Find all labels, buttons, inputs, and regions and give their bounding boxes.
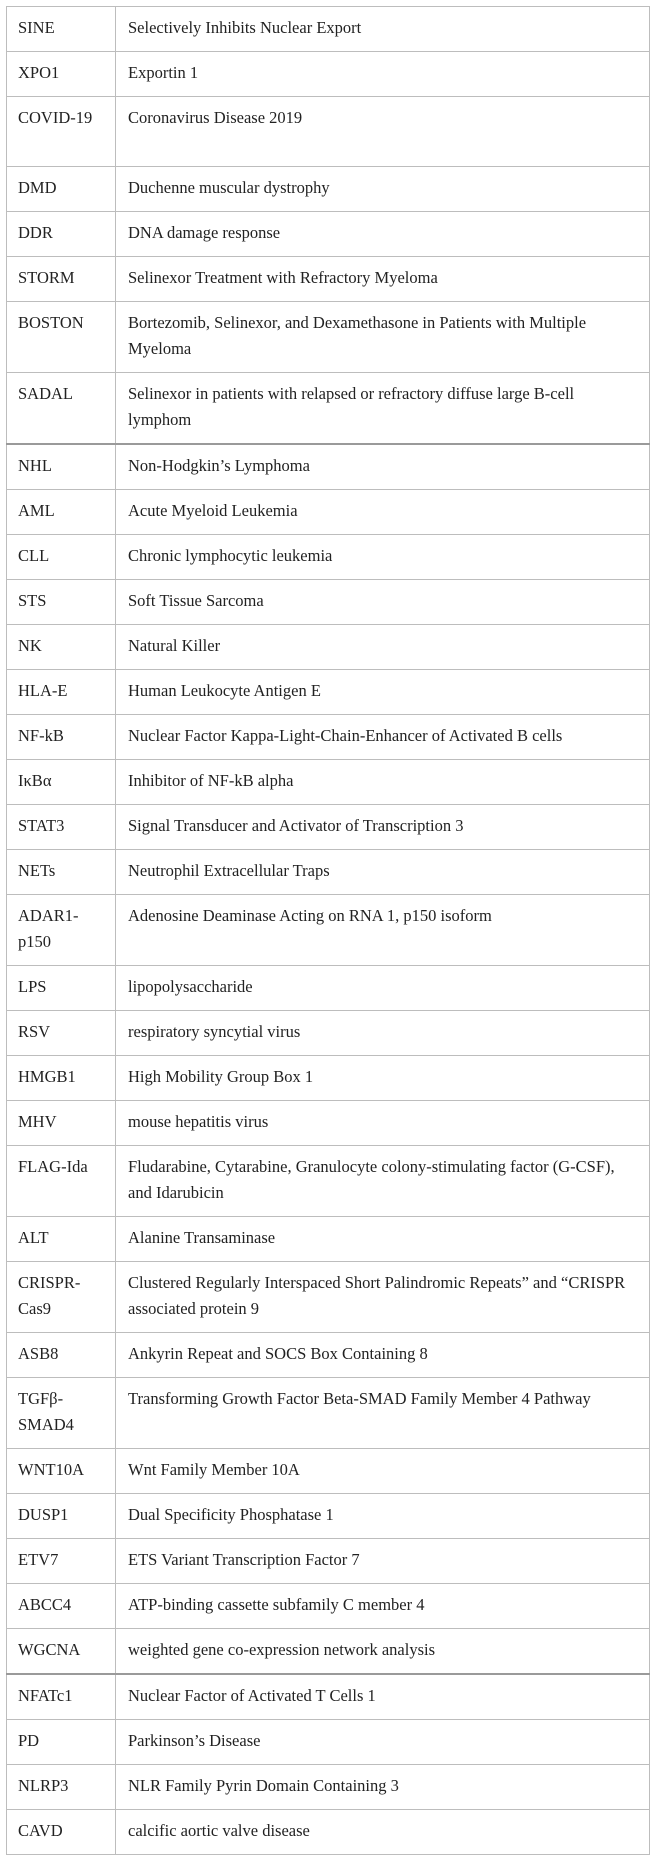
abbreviation-cell: WNT10A	[7, 1449, 116, 1494]
table-row	[7, 52, 650, 97]
table-row	[7, 670, 650, 715]
table-row	[7, 535, 650, 580]
table-row	[7, 1011, 650, 1056]
table-row	[7, 1720, 650, 1765]
abbreviations-table-body	[7, 7, 650, 1855]
abbreviation-cell: BOSTON	[7, 302, 116, 373]
definition-cell: Parkinson’s Disease	[116, 1720, 650, 1765]
table-row	[7, 1494, 650, 1539]
definition-cell: Selectively Inhibits Nuclear Export	[116, 7, 650, 52]
abbreviations-table	[6, 6, 650, 1855]
table-row	[7, 302, 650, 373]
table-row	[7, 1056, 650, 1101]
abbreviation-cell: NK	[7, 625, 116, 670]
table-row	[7, 1810, 650, 1855]
table-row	[7, 1262, 650, 1333]
table-row	[7, 1539, 650, 1584]
abbreviation-cell: TGFβ-SMAD4	[7, 1378, 116, 1449]
abbreviation-cell: STORM	[7, 257, 116, 302]
definition-cell: Transforming Growth Factor Beta-SMAD Family Member 4 Pathway	[116, 1378, 650, 1449]
definition-cell: Ankyrin Repeat and SOCS Box Containing 8	[116, 1333, 650, 1378]
table-row	[7, 1217, 650, 1262]
definition-cell: NLR Family Pyrin Domain Containing 3	[116, 1765, 650, 1810]
abbreviation-cell: COVID-19	[7, 97, 116, 167]
definition-cell: High Mobility Group Box 1	[116, 1056, 650, 1101]
definition-cell: weighted gene co-expression network analysis	[116, 1629, 650, 1675]
abbreviation-cell: CLL	[7, 535, 116, 580]
definition-cell: Exportin 1	[116, 52, 650, 97]
abbreviation-cell: NF-kB	[7, 715, 116, 760]
definition-cell: Clustered Regularly Interspaced Short Palindromic Repeats” and “CRISPR associated protein 9	[116, 1262, 650, 1333]
abbreviation-cell: ASB8	[7, 1333, 116, 1378]
definition-cell: mouse hepatitis virus	[116, 1101, 650, 1146]
table-row	[7, 715, 650, 760]
table-row	[7, 373, 650, 445]
abbreviation-cell: ETV7	[7, 1539, 116, 1584]
table-row	[7, 257, 650, 302]
definition-cell: Soft Tissue Sarcoma	[116, 580, 650, 625]
definition-cell: ATP-binding cassette subfamily C member 4	[116, 1584, 650, 1629]
abbreviation-cell: FLAG-Ida	[7, 1146, 116, 1217]
table-row	[7, 850, 650, 895]
abbreviation-cell: NHL	[7, 444, 116, 490]
abbreviation-cell: DDR	[7, 212, 116, 257]
table-row	[7, 966, 650, 1011]
table-row	[7, 1378, 650, 1449]
definition-cell: Adenosine Deaminase Acting on RNA 1, p150 isoform	[116, 895, 650, 966]
definition-cell: Chronic lymphocytic leukemia	[116, 535, 650, 580]
abbreviation-cell: IκBα	[7, 760, 116, 805]
abbreviation-cell: DUSP1	[7, 1494, 116, 1539]
abbreviation-cell: STS	[7, 580, 116, 625]
abbreviation-cell: ALT	[7, 1217, 116, 1262]
abbreviation-cell: CAVD	[7, 1810, 116, 1855]
abbreviation-cell: SINE	[7, 7, 116, 52]
table-row	[7, 1584, 650, 1629]
abbreviation-cell: AML	[7, 490, 116, 535]
definition-cell: Selinexor in patients with relapsed or refractory diffuse large B-cell lymphom	[116, 373, 650, 445]
table-row	[7, 212, 650, 257]
table-row	[7, 1674, 650, 1720]
definition-cell: lipopolysaccharide	[116, 966, 650, 1011]
definition-cell: Alanine Transaminase	[116, 1217, 650, 1262]
definition-cell: Neutrophil Extracellular Traps	[116, 850, 650, 895]
table-row	[7, 490, 650, 535]
table-row	[7, 805, 650, 850]
abbreviation-cell: RSV	[7, 1011, 116, 1056]
definition-cell: Acute Myeloid Leukemia	[116, 490, 650, 535]
abbreviation-cell: ABCC4	[7, 1584, 116, 1629]
definition-cell: Non-Hodgkin’s Lymphoma	[116, 444, 650, 490]
table-row	[7, 97, 650, 167]
abbreviation-cell: ADAR1-p150	[7, 895, 116, 966]
abbreviation-cell: WGCNA	[7, 1629, 116, 1675]
abbreviation-cell: HMGB1	[7, 1056, 116, 1101]
table-row	[7, 895, 650, 966]
definition-cell: Duchenne muscular dystrophy	[116, 167, 650, 212]
abbreviation-cell: SADAL	[7, 373, 116, 445]
table-row	[7, 1101, 650, 1146]
definition-cell: Natural Killer	[116, 625, 650, 670]
abbreviation-cell: NETs	[7, 850, 116, 895]
abbreviation-cell: NLRP3	[7, 1765, 116, 1810]
definition-cell: Signal Transducer and Activator of Transcription 3	[116, 805, 650, 850]
table-row	[7, 7, 650, 52]
definition-cell: ETS Variant Transcription Factor 7	[116, 1539, 650, 1584]
definition-cell: Coronavirus Disease 2019	[116, 97, 650, 167]
definition-cell: respiratory syncytial virus	[116, 1011, 650, 1056]
abbreviation-cell: NFATc1	[7, 1674, 116, 1720]
table-row	[7, 1146, 650, 1217]
table-row	[7, 760, 650, 805]
abbreviation-cell: HLA-E	[7, 670, 116, 715]
definition-cell: Selinexor Treatment with Refractory Myeloma	[116, 257, 650, 302]
table-row	[7, 1333, 650, 1378]
abbreviation-cell: LPS	[7, 966, 116, 1011]
table-row	[7, 1765, 650, 1810]
abbreviation-cell: PD	[7, 1720, 116, 1765]
abbreviation-cell: MHV	[7, 1101, 116, 1146]
table-row	[7, 625, 650, 670]
table-row	[7, 580, 650, 625]
table-row	[7, 1629, 650, 1675]
abbreviation-cell: XPO1	[7, 52, 116, 97]
abbreviation-cell: DMD	[7, 167, 116, 212]
table-row	[7, 444, 650, 490]
definition-cell: Nuclear Factor Kappa-Light-Chain-Enhancer of Activated B cells	[116, 715, 650, 760]
abbreviation-cell: STAT3	[7, 805, 116, 850]
definition-cell: Human Leukocyte Antigen E	[116, 670, 650, 715]
definition-cell: Dual Specificity Phosphatase 1	[116, 1494, 650, 1539]
definition-cell: Nuclear Factor of Activated T Cells 1	[116, 1674, 650, 1720]
table-row	[7, 1449, 650, 1494]
definition-cell: calcific aortic valve disease	[116, 1810, 650, 1855]
definition-cell: Inhibitor of NF-kB alpha	[116, 760, 650, 805]
abbreviation-cell: CRISPR-Cas9	[7, 1262, 116, 1333]
table-row	[7, 167, 650, 212]
definition-cell: DNA damage response	[116, 212, 650, 257]
definition-cell: Bortezomib, Selinexor, and Dexamethasone in Patients with Multiple Myeloma	[116, 302, 650, 373]
definition-cell: Wnt Family Member 10A	[116, 1449, 650, 1494]
definition-cell: Fludarabine, Cytarabine, Granulocyte colony-stimulating factor (G-CSF), and Idarubicin	[116, 1146, 650, 1217]
